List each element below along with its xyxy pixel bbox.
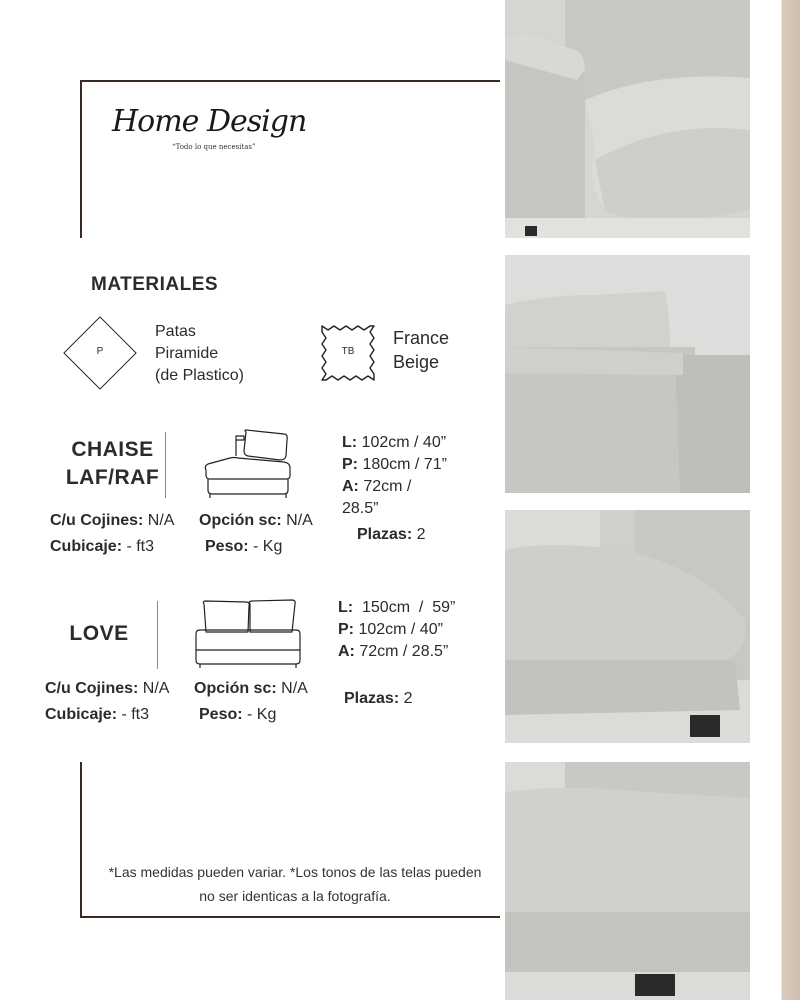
dimension-row: P: 102cm / 40” [338,621,443,638]
opcion-spec: Opción sc: N/A [199,512,313,529]
model-name-line: LOVE [69,622,129,645]
leg-material-code: P [96,346,104,357]
cubicaje-spec: Cubicaje: - ft3 [45,706,150,723]
sofa-photo-seat [505,762,750,1000]
brand-name: Home Design [112,104,307,139]
plazas-spec: Plazas: 2 [357,526,426,543]
cubicaje-spec: Cubicaje: - ft3 [50,538,155,555]
sofa-photo-back [505,255,750,493]
model-name-line: CHAISE [71,438,154,461]
model-name-love [55,620,143,648]
peso-spec: Peso: - Kg [199,706,277,723]
divider [157,601,158,669]
brand-tagline: “Todo lo que necesitas” [172,143,256,151]
fabric-code: TB [341,346,355,357]
fabric-name-line: France [393,328,450,348]
love-dimensions [338,597,455,663]
loveseat-sofa-icon [192,596,304,672]
cojines-spec: C/u Cojines: N/A [45,680,170,697]
cojines-spec: C/u Cojines: N/A [50,512,175,529]
dimension-row: 28.5” [342,500,379,517]
materiales-title: MATERIALES [91,274,219,295]
fabric-name [393,326,449,374]
dimension-row: L: 150cm / 59” [338,599,456,616]
leg-material-line: (de Plastico) [155,367,244,384]
model-name-chaise [55,436,170,492]
sofa-photo-cushion [505,510,750,743]
leg-material-text [155,321,244,387]
dimension-row: A: 72cm / 28.5” [338,643,449,660]
chaise-dimensions [342,432,447,520]
dimension-row: A: 72cm / [342,478,412,495]
sofa-photo-arm [505,0,750,238]
leg-material-line: Piramide [155,345,219,362]
fabric-name-line: Beige [393,352,440,372]
brand-logo [112,104,312,151]
dimension-row: L: 102cm / 40” [342,434,447,451]
disclaimer-note: *Las medidas pueden variar. *Los tonos de las telas pueden no ser identicas a la fotografía. [108,864,482,904]
side-texture-strip [778,0,800,1000]
leg-material-line: Patas [155,323,196,340]
dimension-row: P: 180cm / 71” [342,456,447,473]
opcion-spec: Opción sc: N/A [194,680,308,697]
model-name-line: LAF/RAF [65,466,160,489]
peso-spec: Peso: - Kg [205,538,283,555]
chaise-sofa-icon [200,426,300,506]
divider [165,432,166,498]
plazas-spec: Plazas: 2 [344,690,413,707]
